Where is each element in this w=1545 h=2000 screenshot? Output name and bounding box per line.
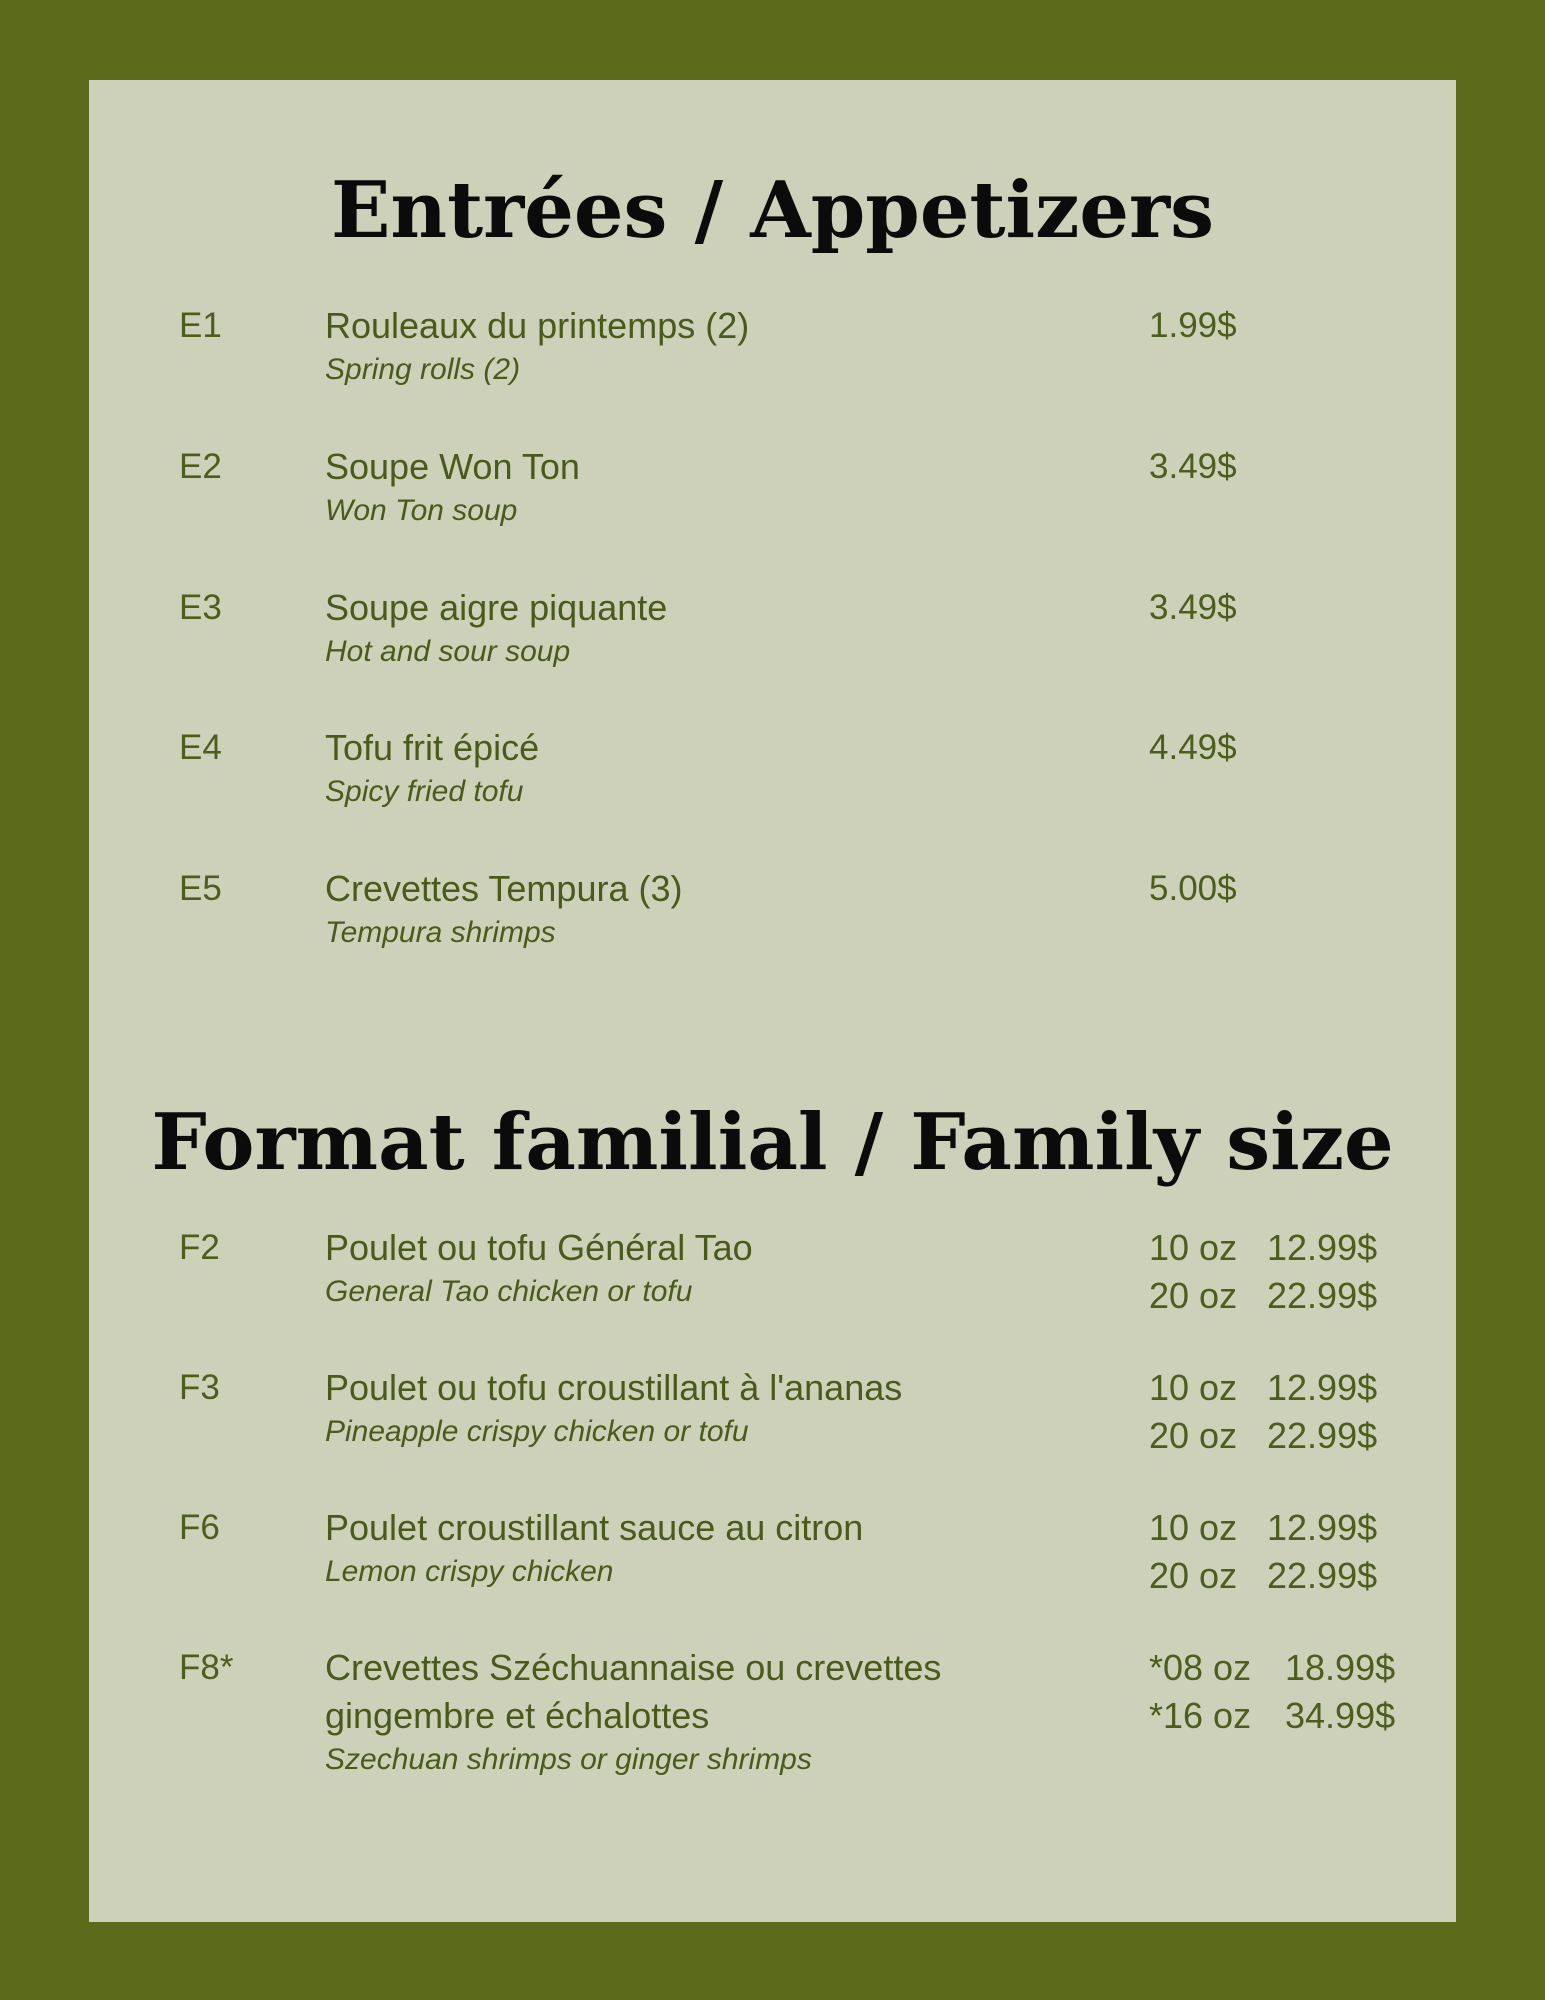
price-row (1149, 1692, 1395, 1740)
item-name-en: Spring rolls (2) (325, 353, 521, 386)
item-names (325, 865, 1145, 953)
price-row (1149, 1224, 1377, 1272)
item-code: F8* (179, 1648, 234, 1687)
size-price: 18.99$ (1285, 1647, 1396, 1688)
price-row (1149, 1504, 1377, 1552)
item-name-en: Tempura shrimps (325, 916, 556, 949)
item-names (325, 443, 1145, 531)
item-names (325, 584, 1145, 672)
item-names (325, 1364, 1145, 1452)
item-code: E1 (179, 306, 222, 345)
price-row (1149, 1412, 1377, 1460)
appetizers-title: Entrées / Appetizers (330, 165, 1215, 256)
item-price: 5.00$ (1149, 869, 1237, 908)
item-names (325, 724, 1145, 812)
item-name-fr: Crevettes Széchuannaise ou crevettes (325, 1647, 942, 1688)
item-names (325, 1224, 1145, 1312)
size-price: 22.99$ (1267, 1555, 1378, 1596)
price-row (1149, 1552, 1377, 1600)
price-row (1149, 1364, 1377, 1412)
item-name-fr: Poulet ou tofu Général Tao (325, 1227, 753, 1268)
menu-panel (89, 80, 1456, 1922)
size-price: 12.99$ (1267, 1507, 1378, 1548)
size-label: 20 oz (1149, 1415, 1238, 1456)
item-name-en: Pineapple crispy chicken or tofu (325, 1415, 749, 1448)
size-label: 20 oz (1149, 1555, 1238, 1596)
item-name-fr: Tofu frit épicé (325, 727, 540, 768)
item-name-fr-line2: gingembre et échalottes (325, 1695, 710, 1736)
size-price: 12.99$ (1267, 1367, 1378, 1408)
item-name-fr: Poulet ou tofu croustillant à l'ananas (325, 1367, 903, 1408)
item-price: 4.49$ (1149, 728, 1237, 767)
item-name-en: Spicy fried tofu (325, 775, 524, 808)
item-prices (1149, 1504, 1377, 1600)
item-name-fr: Crevettes Tempura (3) (325, 868, 683, 909)
item-names (325, 1504, 1145, 1592)
item-code: E2 (179, 447, 222, 486)
item-name-en: Szechuan shrimps or ginger shrimps (325, 1743, 812, 1776)
size-label: 10 oz (1149, 1367, 1238, 1408)
size-label: *16 oz (1149, 1695, 1252, 1736)
item-name-en: Won Ton soup (325, 494, 518, 527)
size-label: 20 oz (1149, 1275, 1238, 1316)
item-prices (1149, 1224, 1377, 1320)
item-code: E4 (179, 728, 222, 767)
item-name-fr: Soupe aigre piquante (325, 587, 668, 628)
size-price: 34.99$ (1285, 1695, 1396, 1736)
item-code: F2 (179, 1228, 220, 1267)
size-price: 12.99$ (1267, 1227, 1378, 1268)
size-label: *08 oz (1149, 1647, 1252, 1688)
price-row (1149, 1644, 1395, 1692)
item-price: 3.49$ (1149, 447, 1237, 486)
family-size-title: Format familial / Family size (151, 1097, 1394, 1188)
item-name-fr: Soupe Won Ton (325, 446, 580, 487)
item-prices (1149, 1644, 1395, 1740)
size-price: 22.99$ (1267, 1415, 1378, 1456)
item-price: 3.49$ (1149, 588, 1237, 627)
size-price: 22.99$ (1267, 1275, 1378, 1316)
item-code: F3 (179, 1368, 220, 1407)
item-code: E5 (179, 869, 222, 908)
price-row (1149, 1272, 1377, 1320)
item-code: F6 (179, 1508, 220, 1547)
item-name-fr: Poulet croustillant sauce au citron (325, 1507, 864, 1548)
item-code: E3 (179, 588, 222, 627)
item-names (325, 1644, 1145, 1780)
item-price: 1.99$ (1149, 306, 1237, 345)
item-name-en: Hot and sour soup (325, 635, 571, 668)
item-name-fr: Rouleaux du printemps (2) (325, 305, 750, 346)
item-prices (1149, 1364, 1377, 1460)
size-label: 10 oz (1149, 1507, 1238, 1548)
item-name-en: Lemon crispy chicken (325, 1555, 614, 1588)
item-name-en: General Tao chicken or tofu (325, 1275, 693, 1308)
item-names (325, 302, 1145, 390)
size-label: 10 oz (1149, 1227, 1238, 1268)
